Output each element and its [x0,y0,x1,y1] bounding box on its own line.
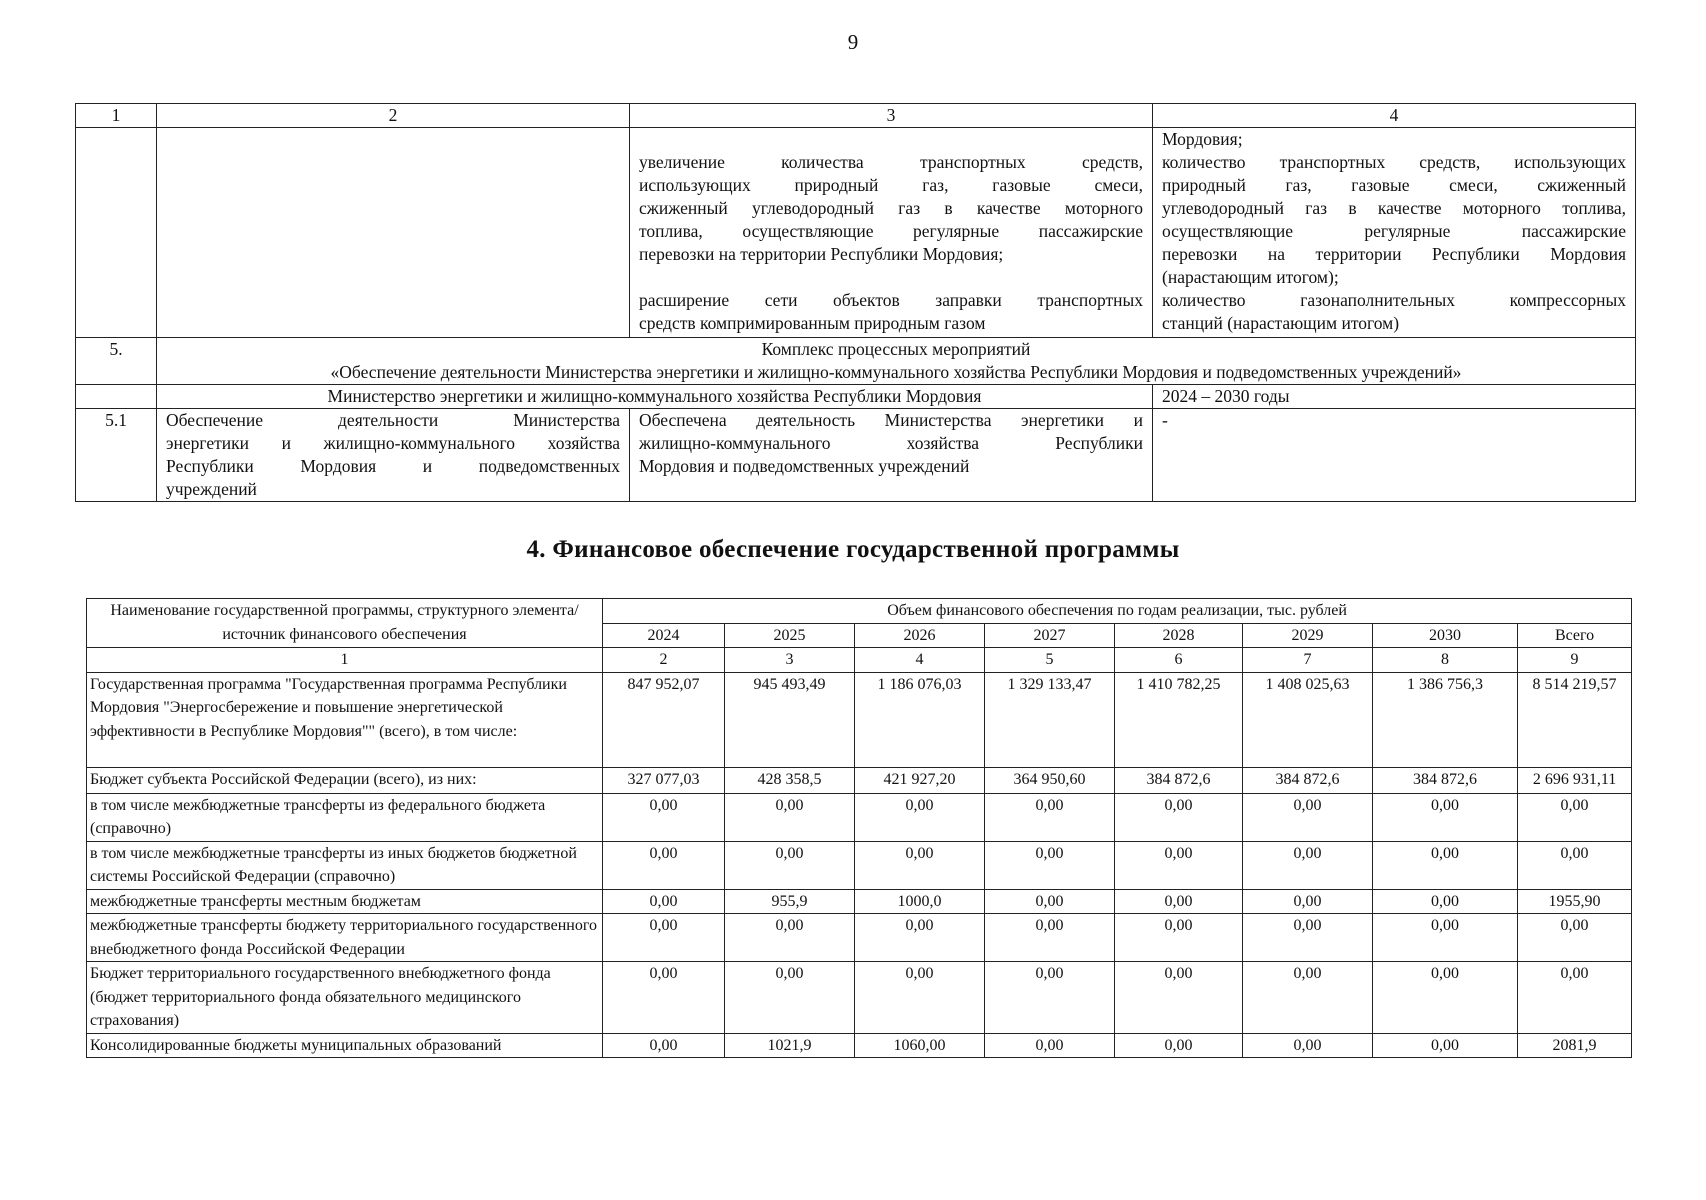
value-cell: 0,00 [603,793,725,841]
value-cell: 2081,9 [1518,1033,1632,1058]
value-cell: 0,00 [1518,914,1632,962]
value-cell: 0,00 [985,914,1115,962]
text-line: увеличение количества транспортных средств, [639,152,1143,172]
column-number: 2 [603,648,725,673]
value-cell: 0,00 [1243,889,1373,914]
value-cell: 1 410 782,25 [1115,672,1243,767]
section-title-line: Комплекс процессных мероприятий [761,339,1031,359]
value-cell: 0,00 [985,889,1115,914]
value-cell: 0,00 [1373,841,1518,889]
value-cell: 0,00 [1115,793,1243,841]
row-name: межбюджетные трансферты местным бюджетам [87,889,603,914]
value-cell: 1 329 133,47 [985,672,1115,767]
text-line: количество газонаполнительных компрессорных [1162,290,1626,310]
total-header: Всего [1518,623,1632,648]
header-cell: 1 [76,104,157,128]
text-line: средств компримированным природным газом [639,313,986,333]
task-description-cell [630,128,1153,338]
value-cell: 0,00 [855,914,985,962]
value-cell: 0,00 [1115,962,1243,1034]
table-row [87,889,1632,914]
responsible-cell: Министерство энергетики и жилищно-коммунального хозяйства Республики Мордовия [157,385,1153,409]
table-row [87,672,1632,767]
task-cell [157,409,630,502]
value-cell: 1 408 025,63 [1243,672,1373,767]
value-cell: 0,00 [985,793,1115,841]
value-cell: 0,00 [603,1033,725,1058]
result-cell [630,409,1153,502]
section-number: 5. [76,338,157,385]
value-cell: 0,00 [1115,914,1243,962]
table-row [87,914,1632,962]
text-line: природный газ, газовые смеси, сжиженный [1162,175,1626,195]
value-cell: 0,00 [1518,841,1632,889]
value-cell: 0,00 [1518,793,1632,841]
value-cell: 0,00 [725,914,855,962]
value-cell: 0,00 [1243,841,1373,889]
value-cell: 327 077,03 [603,767,725,793]
section-5-row [76,338,1636,385]
value-cell: 1 186 076,03 [855,672,985,767]
value-cell: 0,00 [603,889,725,914]
value-cell: 0,00 [1373,962,1518,1034]
task-number: 5.1 [76,409,157,502]
text-line: расширение сети объектов заправки транспортных [639,290,1143,310]
row-name: межбюджетные трансферты бюджету территориального государственного внебюджетного фонда Российской Федерации [87,914,603,962]
value-cell: 0,00 [855,841,985,889]
value-cell: 0,00 [725,962,855,1034]
text-line: топлива, осуществляющие регулярные пассажирские [639,221,1143,241]
text-line: количество транспортных средств, использующих [1162,152,1626,172]
header-cell: 4 [1153,104,1636,128]
table-row [87,793,1632,841]
text-line: учреждений [166,479,257,499]
column-number: 4 [855,648,985,673]
value-cell: 0,00 [1115,889,1243,914]
column-number: 6 [1115,648,1243,673]
value-cell: 1955,90 [1518,889,1632,914]
table-header-row [76,104,1636,128]
text-line: Обеспечена деятельность Министерства энергетики и [639,410,1143,430]
column-number: 9 [1518,648,1632,673]
responsible-row [76,385,1636,409]
value-cell: 384 872,6 [1243,767,1373,793]
financing-table [86,598,1632,1058]
column-number-row [87,648,1632,673]
value-cell: 0,00 [1373,889,1518,914]
value-cell: 0,00 [603,841,725,889]
name-header: Наименование государственной программы, структурного элемента/источник финансового обеспечения [87,599,603,648]
year-header: 2026 [855,623,985,648]
column-number: 5 [985,648,1115,673]
period-cell: 2024 – 2030 годы [1153,385,1636,409]
value-cell: 0,00 [1518,962,1632,1034]
header-cell: 3 [630,104,1153,128]
value-cell: 0,00 [985,841,1115,889]
value-cell: 2 696 931,11 [1518,767,1632,793]
value-cell: 847 952,07 [603,672,725,767]
value-cell: 0,00 [855,962,985,1034]
value-cell: 8 514 219,57 [1518,672,1632,767]
value-cell: 0,00 [1373,793,1518,841]
value-cell: 0,00 [1243,793,1373,841]
empty-cell [157,128,630,338]
row-name: Консолидированные бюджеты муниципальных образований [87,1033,603,1058]
value-cell: 0,00 [1373,914,1518,962]
column-number: 1 [87,648,603,673]
section-heading: 4. Финансовое обеспечение государственной программы [526,536,1180,563]
value-cell: 0,00 [1243,1033,1373,1058]
row-name: Государственная программа "Государственная программа Республики Мордовия "Энергосбережение и повышение энергетической эффективности в Республике Мордовия"" (всего), в том числе: [87,672,603,767]
value-cell: 0,00 [725,793,855,841]
value-cell: 384 872,6 [1115,767,1243,793]
text-line: Обеспечение деятельности Министерства [166,410,620,430]
section-title-cell [157,338,1636,385]
structure-table [75,103,1636,502]
year-header: 2024 [603,623,725,648]
column-number: 7 [1243,648,1373,673]
text-line: (нарастающим итогом); [1162,267,1339,287]
text-line: перевозки на территории Республики Мордовия [1162,244,1626,264]
value-cell: 0,00 [985,962,1115,1034]
value-cell: 0,00 [1115,1033,1243,1058]
year-header: 2029 [1243,623,1373,648]
value-cell: 428 358,5 [725,767,855,793]
text-line: станций (нарастающим итогом) [1162,313,1400,333]
value-cell: 1021,9 [725,1033,855,1058]
table-row [87,962,1632,1034]
text-line: углеводородный газ в качестве моторного топлива, [1162,198,1626,218]
text-line: энергетики и жилищно-коммунального хозяйства [166,433,620,453]
value-cell: 364 950,60 [985,767,1115,793]
table-row [87,841,1632,889]
row-name: Бюджет территориального государственного внебюджетного фонда (бюджет территориального фонда обязательного медицинского страхования) [87,962,603,1034]
indicator-cell [1153,128,1636,338]
value-cell: 0,00 [1115,841,1243,889]
value-cell: 1060,00 [855,1033,985,1058]
text-line: использующих природный газ, газовые смеси, [639,175,1143,195]
text-line: Мордовия; [1162,129,1243,149]
value-cell: 0,00 [603,914,725,962]
row-name: Бюджет субъекта Российской Федерации (всего), из них: [87,767,603,793]
text-line: жилищно-коммунального хозяйства Республики [639,433,1143,453]
value-cell: 1000,0 [855,889,985,914]
text-line: Республики Мордовия и подведомственных [166,456,620,476]
section-title-line: «Обеспечение деятельности Министерства энергетики и жилищно-коммунального хозяйства Республики Мордовия и подведомственных учреждений» [330,362,1462,382]
header-cell: 2 [157,104,630,128]
value-cell: 421 927,20 [855,767,985,793]
year-header: 2030 [1373,623,1518,648]
empty-cell [76,128,157,338]
column-number: 3 [725,648,855,673]
text-line: сжиженный углеводородный газ в качестве моторного [639,198,1143,218]
value-cell: 0,00 [1243,914,1373,962]
value-cell: 0,00 [855,793,985,841]
indicator-cell: - [1153,409,1636,502]
continuation-row [76,128,1636,338]
year-header: 2028 [1115,623,1243,648]
row-name: в том числе межбюджетные трансферты из иных бюджетов бюджетной системы Российской Федерации (справочно) [87,841,603,889]
value-cell: 0,00 [985,1033,1115,1058]
empty-cell [76,385,157,409]
text-line: Мордовия и подведомственных учреждений [639,456,970,476]
row-name: в том числе межбюджетные трансферты из федерального бюджета (справочно) [87,793,603,841]
task-row [76,409,1636,502]
volume-header: Объем финансового обеспечения по годам реализации, тыс. рублей [603,599,1632,624]
value-cell: 945 493,49 [725,672,855,767]
year-header: 2027 [985,623,1115,648]
value-cell: 0,00 [1373,1033,1518,1058]
year-header: 2025 [725,623,855,648]
page-number: 9 [847,30,859,54]
table-row [87,767,1632,793]
value-cell: 0,00 [603,962,725,1034]
value-cell: 384 872,6 [1373,767,1518,793]
text-line: перевозки на территории Республики Мордовия; [639,244,1004,264]
header-row [87,599,1632,624]
value-cell: 955,9 [725,889,855,914]
text-line: осуществляющие регулярные пассажирские [1162,221,1626,241]
value-cell: 1 386 756,3 [1373,672,1518,767]
column-number: 8 [1373,648,1518,673]
value-cell: 0,00 [725,841,855,889]
table-row [87,1033,1632,1058]
value-cell: 0,00 [1243,962,1373,1034]
